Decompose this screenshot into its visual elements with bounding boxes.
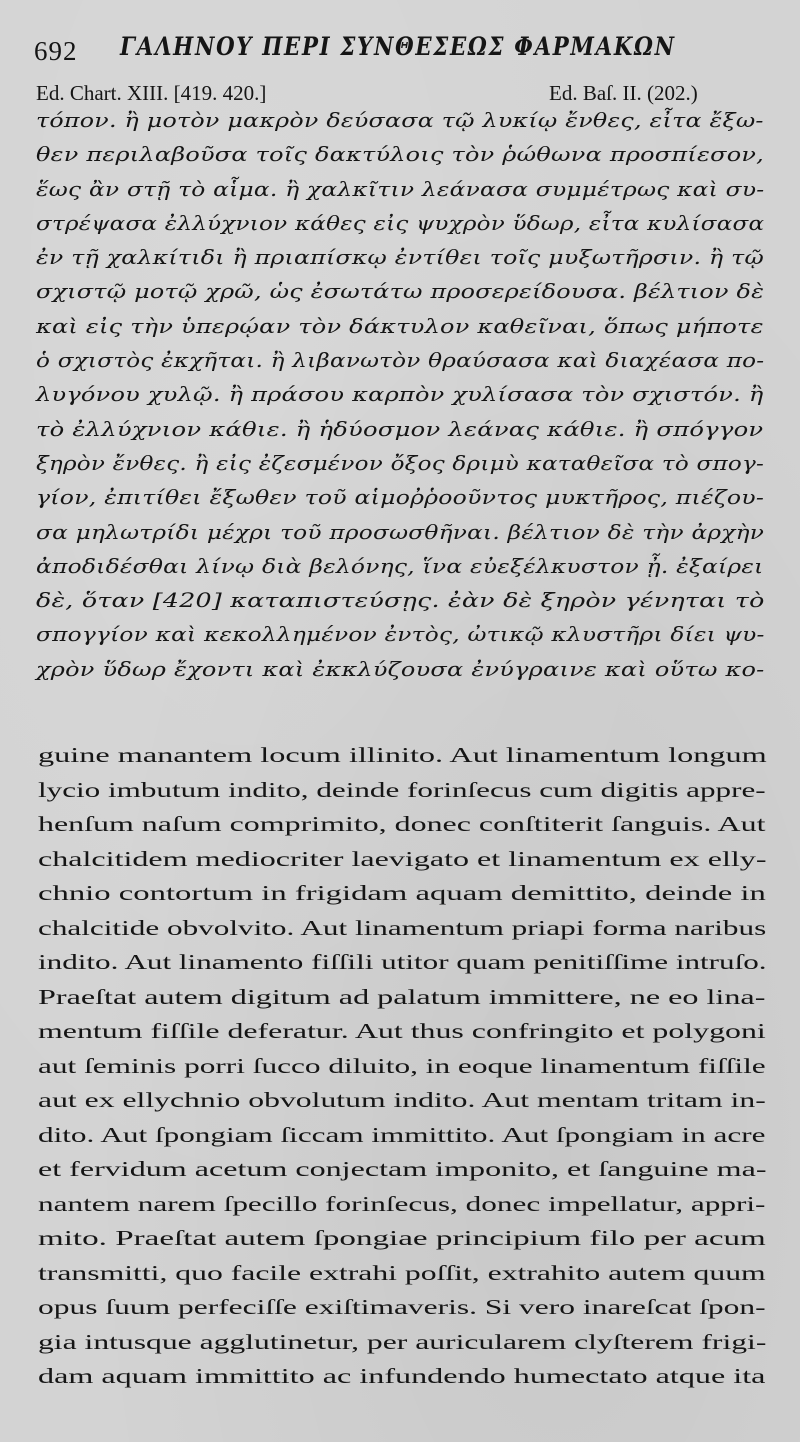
latin-text-line: aut ſeminis porri ſucco diluito, in eoque linamentum fiſſile xyxy=(38,1053,766,1078)
greek-text-line: γίον, ἐπιτίθει ἔξωθεν τοῦ αἱμοῤῥοοῦντος μυκτῆρος, πιέζου- xyxy=(36,486,765,510)
latin-text-line: aut ex ellychnio obvolutum indito. Aut mentam tritam in- xyxy=(38,1088,766,1112)
greek-text-line: ξηρὸν ἔνθες. ἢ εἰς ἐζεσμένον ὄξος δριμὺ καταθεῖσα τὸ σπογ- xyxy=(36,451,765,475)
latin-text-line: Praeſtat autem digitum ad palatum immittere, ne eo lina- xyxy=(38,984,766,1009)
greek-text-line: θεν περιλαβοῦσα τοῖς δακτύλοις τὸν ῥώθωνα προσπίεσον, xyxy=(36,143,765,167)
greek-text-line: καὶ εἰς τὴν ὑπερῴαν τὸν δάκτυλον καθεῖναι, ὅπως μήποτε xyxy=(36,314,764,338)
greek-text-line: στρέψασα ἐλλύχνιον κάθες εἰς ψυχρὸν ὕδωρ, εἶτα κυλίσασα xyxy=(36,211,765,235)
latin-text-line: nantem narem ſpecillo forinſecus, donec impellatur, appri- xyxy=(38,1191,766,1216)
greek-text-line: δὲ, ὅταν [420] καταπιστεύσῃς. ἐὰν δὲ ξηρὸν γένηται τὸ xyxy=(36,589,765,613)
greek-text-line: σχιστῷ μοτῷ χρῶ, ὡς ἐσωτάτω προσερείδουσα. βέλτιον δὲ xyxy=(36,280,765,304)
latin-text-line: henſum naſum comprimito, donec conſtiterit ſanguis. Aut xyxy=(38,812,766,836)
latin-text-line: mito. Praeſtat autem ſpongiae principium filo per acum xyxy=(38,1226,766,1250)
latin-text-line: transmitti, quo facile extrahi poſſit, extrahito autem quum xyxy=(38,1260,766,1285)
greek-text-line: τὸ ἐλλύχνιον κάθιε. ἢ ἡδύοσμον λεάνας κάθιε. ἢ σπόγγον xyxy=(36,417,764,441)
greek-text-line: ἀποδιδέσθαι λίνῳ διὰ βελόνης, ἵνα εὐεξέλκυστον ᾖ. ἐξαίρει xyxy=(36,554,764,578)
latin-text-line: gia intusque agglutinetur, per auricularem clyſterem frigi- xyxy=(38,1329,767,1354)
greek-text-line: ὁ σχιστὸς ἐκχῆται. ἢ λιβανωτὸν θραύσασα καὶ διαχέασα πο- xyxy=(36,349,765,373)
latin-text-line: chalcitide obvolvito. Aut linamentum priapi forma naribus xyxy=(38,915,767,940)
edition-reference-right: Ed. Baſ. II. (202.) xyxy=(549,81,698,105)
page-number: 692 xyxy=(34,36,78,66)
latin-text-line: lycio imbutum indito, deinde forinſecus cum digitis appre- xyxy=(38,777,766,802)
latin-text-line: dam aquam immittito ac infundendo humectato atque ita xyxy=(38,1364,766,1388)
running-title: ΓΑΛΗΝΟΥ ΠΕΡΙ ΣΥΝΘΕΣΕΩΣ ΦΑΡΜΑΚΩΝ xyxy=(120,32,676,61)
greek-text-line: ἕως ἂν στῇ τὸ αἷμα. ἢ χαλκῖτιν λεάνασα συμμέτρως καὶ συ- xyxy=(36,177,765,201)
latin-text-line: et fervidum acetum conjectam imponito, et ſanguine ma- xyxy=(38,1157,767,1181)
latin-text-line: mentum fiſſile deferatur. Aut thus confringito et polygoni xyxy=(38,1019,766,1043)
latin-text-line: guine manantem locum illinito. Aut linamentum longum xyxy=(38,743,767,767)
latin-text-line: chalcitidem mediocriter laevigato et linamentum ex elly- xyxy=(38,846,767,871)
greek-text-line: σα μηλωτρίδι μέχρι τοῦ προσωσθῆναι. βέλτιον δὲ τὴν ἀρχὴν xyxy=(36,520,765,544)
latin-text-line: dito. Aut ſpongiam ſiccam immittito. Aut ſpongiam in acre xyxy=(38,1122,766,1147)
latin-text-line: indito. Aut linamento fiſſili utitor quam penitiſſime intruſo. xyxy=(38,950,767,974)
latin-text-block xyxy=(38,738,768,1394)
greek-text-line: χρὸν ὕδωρ ἔχοντι καὶ ἐκκλύζουσα ἐνύγραινε καὶ οὕτω κο- xyxy=(36,657,765,681)
latin-text-line: chnio contortum in frigidam aquam demittito, deinde in xyxy=(38,881,766,905)
greek-text-line: λυγόνου χυλῷ. ἢ πράσου καρπὸν χυλίσασα τὸν σχιστόν. ἢ xyxy=(36,383,764,407)
greek-text-line: ἐν τῇ χαλκίτιδι ἢ πριαπίσκῳ ἐντίθει τοῖς μυξωτῆρσιν. ἢ τῷ xyxy=(36,246,764,270)
greek-text-line: τόπον. ἢ μοτὸν μακρὸν δεύσασα τῷ λυκίῳ ἔνθες, εἶτα ἔξω- xyxy=(36,109,764,132)
greek-text-block xyxy=(36,104,766,687)
edition-reference-left: Ed. Chart. XIII. [419. 420.] xyxy=(36,81,267,105)
latin-text-line: opus ſuum perfeciſſe exiſtimaveris. Si vero inareſcat ſpon- xyxy=(38,1295,766,1319)
greek-text-line: σπογγίον καὶ κεκολλημένον ἐντὸς, ὠτικῷ κλυστῆρι δίει ψυ- xyxy=(36,623,765,647)
